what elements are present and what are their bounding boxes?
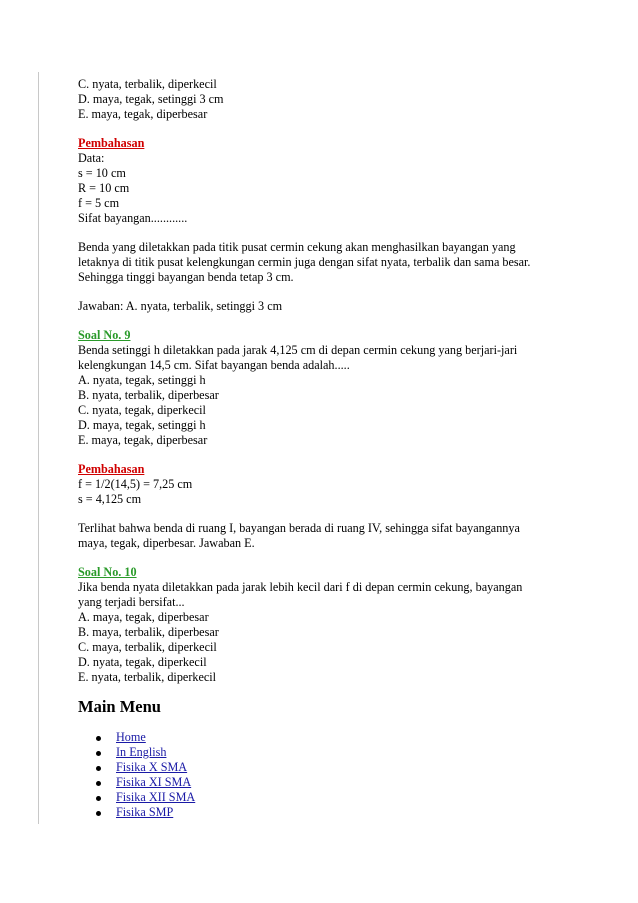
menu-item-in-english <box>78 745 578 760</box>
option-line: B. maya, terbalik, diperbesar <box>78 625 219 639</box>
data-line: s = 10 cm <box>78 166 126 180</box>
option-line: C. nyata, tegak, diperkecil <box>78 403 206 417</box>
menu-link-fisika-x-sma[interactable]: Fisika X SMA <box>116 760 188 774</box>
explanation-line: Sehingga tinggi bayangan benda tetap 3 cm. <box>78 270 294 284</box>
menu-link-in-english[interactable]: In English <box>116 745 167 759</box>
menu-item-fisika-smp <box>78 805 578 820</box>
answer-line: Jawaban: A. nyata, terbalik, setinggi 3 cm <box>78 299 283 313</box>
option-line: C. nyata, terbalik, diperkecil <box>78 77 217 91</box>
q8-data <box>78 151 578 226</box>
option-line: E. maya, tegak, diperbesar <box>78 107 208 121</box>
q9-question <box>78 343 578 373</box>
question-line: kelengkungan 14,5 cm. Sifat bayangan benda adalah..... <box>78 358 350 372</box>
bullet-icon <box>96 796 101 801</box>
data-line: R = 10 cm <box>78 181 130 195</box>
q8-explanation <box>78 240 578 285</box>
explanation-line: Benda yang diletakkan pada titik pusat cermin cekung akan menghasilkan bayangan yang <box>78 240 516 254</box>
data-line: Data: <box>78 151 105 165</box>
q9-data <box>78 477 578 507</box>
option-line: D. nyata, tegak, diperkecil <box>78 655 207 669</box>
data-line: f = 5 cm <box>78 196 120 210</box>
option-line: E. nyata, terbalik, diperkecil <box>78 670 217 684</box>
option-line: D. maya, tegak, setinggi h <box>78 418 206 432</box>
main-menu-title: Main Menu <box>78 697 161 716</box>
option-line: B. nyata, terbalik, diperbesar <box>78 388 219 402</box>
menu-item-fisika-xii-sma <box>78 790 578 805</box>
explanation-line: letaknya di titik pusat kelengkungan cermin juga dengan sifat nyata, terbalik dan sama besar. <box>78 255 531 269</box>
option-line: C. maya, terbalik, diperkecil <box>78 640 217 654</box>
explanation-line: Terlihat bahwa benda di ruang I, bayangan berada di ruang IV, sehingga sifat bayangannya <box>78 521 520 535</box>
article-content <box>78 77 578 820</box>
discussion-heading: Pembahasan <box>78 136 145 150</box>
left-border-rule <box>38 72 39 824</box>
bullet-icon <box>96 751 101 756</box>
question-title: Soal No. 10 <box>78 565 137 579</box>
question-title: Soal No. 9 <box>78 328 131 342</box>
option-line: D. maya, tegak, setinggi 3 cm <box>78 92 224 106</box>
explanation-line: maya, tegak, diperbesar. Jawaban E. <box>78 536 255 550</box>
option-line: E. maya, tegak, diperbesar <box>78 433 208 447</box>
menu-item-fisika-xi-sma <box>78 775 578 790</box>
question-line: Benda setinggi h diletakkan pada jarak 4,125 cm di depan cermin cekung yang berjari-jari <box>78 343 518 357</box>
q10-options <box>78 610 578 685</box>
main-menu-list <box>78 730 578 820</box>
bullet-icon <box>96 736 101 741</box>
menu-link-fisika-xi-sma[interactable]: Fisika XI SMA <box>116 775 192 789</box>
q10-question <box>78 580 578 610</box>
data-line: Sifat bayangan............ <box>78 211 188 225</box>
menu-link-home[interactable]: Home <box>116 730 146 744</box>
data-line: s = 4,125 cm <box>78 492 142 506</box>
q9-options <box>78 373 578 448</box>
bullet-icon <box>96 811 101 816</box>
menu-link-fisika-xii-sma[interactable]: Fisika XII SMA <box>116 790 196 804</box>
question-line: yang terjadi bersifat... <box>78 595 185 609</box>
q9-explanation <box>78 521 578 551</box>
menu-item-home <box>78 730 578 745</box>
question-line: Jika benda nyata diletakkan pada jarak lebih kecil dari f di depan cermin cekung, bayangan <box>78 580 523 594</box>
discussion-heading: Pembahasan <box>78 462 145 476</box>
bullet-icon <box>96 766 101 771</box>
data-line: f = 1/2(14,5) = 7,25 cm <box>78 477 193 491</box>
option-line: A. nyata, tegak, setinggi h <box>78 373 206 387</box>
menu-item-fisika-x-sma <box>78 760 578 775</box>
menu-link-fisika-smp[interactable]: Fisika SMP <box>116 805 174 819</box>
option-line: A. maya, tegak, diperbesar <box>78 610 209 624</box>
bullet-icon <box>96 781 101 786</box>
q8-options <box>78 77 578 122</box>
